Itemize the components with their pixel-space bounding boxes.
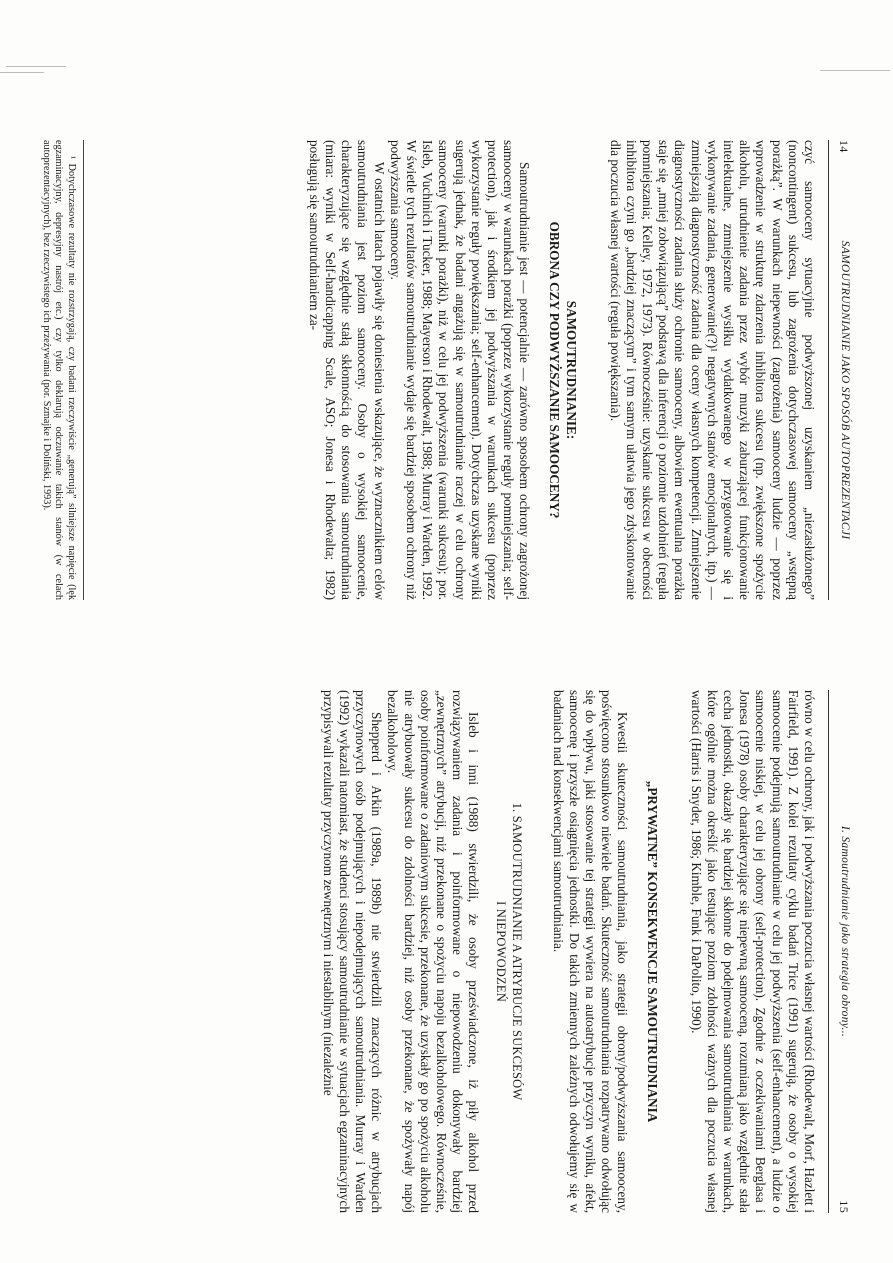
footnotes: [40, 140, 84, 600]
subsection-heading-line: 1. SAMOUTRUDNIANIE A ATRYBUCJE SUKCESÓW: [510, 802, 525, 1101]
section-heading-line: OBRONA CZY PODWYŻSZANIE SAMOOCENY?: [547, 221, 563, 519]
subsection-heading: [493, 690, 525, 1213]
section-heading-line: SAMOUTRUDNIANIE:: [564, 300, 580, 440]
header-rule: [828, 140, 829, 600]
footnote: ¹ Dotychczasowe rezultaty nie rozstrzygają, czy badani rzeczywiście „generują” silniejsze napięcie (lęk egzaminacyjny, depresyjny nastrój etc.) czy tylko deklarują odczuwanie takich stanów (w celach autoprezentacyjnych), bez rzeczywistego ich przeżywania (por. Szmajke i Doliński, 1993).: [41, 140, 77, 600]
running-head: I. Samoutrudnianie jako strategia obrony...: [839, 825, 851, 1038]
paragraph: równo w celu ochrony, jak i podwyższania poczucia własnej wartości (Rhodewalt, Morf, Hazlett i Fairfield, 1991). Z kolei rezultaty cyklu badań Trice (1991) sugerują, że osoby o wysokiej samoocenie podejmują samoutrudnianie w celu jej podwyższenia (self-enhancement), a ludzie o samoocenie niskiej, w celu jej obrony (self-protection). Zgodnie z oczekiwaniami Berglasa i Jonesa (1978) osoby charakteryzujące się niepewną samooceną, rozumianą jako względnie stała cecha jednostki, okazały się bardziej skłonne do podejmowania samoutrudniania w warunkach, które ogólnie można określić jako testujące poziom zdolności ważnych dla poczucia własnej wartości (Harris i Snyder, 1986; Kimble, Funk i DaPolito, 1990).: [688, 690, 817, 1213]
paragraph: Kwestii skuteczności samoutrudniania, jako strategii obrony/podwyższania samooceny, poświęcono stosunkowo niewiele badań. Skuteczność samoutrudniania rozpatrywano odwołując się do wpływu, jaki stosowanie tej strategii wywiera na autoatrybucje przyczyn wyniku, afekt, samoocenę i przyszłe osiągnięcia jednostki. Do takich zmiennych zależnych odwołujemy się w badaniach nad konsekwencjami samoutrudniania.: [550, 690, 631, 1213]
page-number: 15: [837, 1200, 851, 1213]
paragraph: Isleb i inni (1988) stwierdzili, że osoby przeświadczone, iż piły alkohol przed rozwiązywaniem zadania i poinformowane o niepowodzeniu dokonywały bardziej „zewnętrznych” atrybucji, niż przekonane o spożyciu napoju bezalkoholowego. Równocześnie, osoby poinformowane o zadaniowym sukcesie, przekonane, że uzyskały go po spożyciu alkoholu nie atrybuowały sukcesu do zdolności bardziej, niż osoby przekonane, że spożywały napój bezalkoholowy.: [385, 690, 482, 1213]
paragraph: Samoutrudnianie jest — potencjalnie — zarówno sposobem ochrony zagrożonej samooceny w warunkach porażki (poprzez wykorzystanie reguły pomniejszania; self-protection), jak i środkiem jej podwyższania w warunkach sukcesu (poprzez wykorzystanie reguły powiększania; self-enhancement). Dotychczas uzyskane wyniki sugerują jednak, że badani angażują się w samoutrudnianie raczej w celu ochrony samooceny (warunki porażki), niż w celu jej podwyższenia (warunki sukcesu); por. Isleb, Vuchinich i Tucker, 1988; Mayerson i Rhodewalt, 1988; Murray i Warden, 1992. W świetle tych rezultatów samoutrudnianie wydaje się bardziej sposobem ochrony niż podwyższania samooceny.: [387, 140, 533, 600]
page-body: [306, 140, 817, 600]
page-number: 14: [837, 140, 851, 153]
page-15: [0, 650, 893, 1263]
paragraph: Shepperd i Arkin (1989a, 1989b) nie stwierdzili znaczących różnic w atrybucjach przyczynowych osób podejmujących i niepodejmujących samoutrudniania. Murray i Warden (1992) wykazali natomiast, że studenci stosujący samoutrudnianie w sytuacjach egzaminacyjnych przypisywali rezultaty przyczynom zewnętrznym i niestabilnym (niezależnie: [320, 690, 385, 1213]
subsection-heading-line: I NIEPOWODZEŃ: [494, 901, 509, 1002]
paragraph: czyć samooceny sytuacyjnie podwyższonej uzyskaniem „niezasłużonego” (noncontingent) sukcesu, lub zagrożenia dotychczasowej samooceny „wstępną porażką”. W warunkach niepewności (zagrożenia) samooceny ludzie — poprzez wprowadzenie w strukturę zdarzenia inhibitora sukcesu (np. zwiększone spożycie alkoholu, utrudnienie zadania przez wybór muzyki zaburzającej funkcjonowanie intelektualne, zmniejszenie wysiłku wydatkowanego w przygotowanie się i wykonywanie zadania, generowanie(?)¹ negatywnych stanów emocjonalnych, itp.) — zmniejszają diagnostyczność zadania dla oceny własnych kompetencji. Zmniejszenie diagnostyczności zadania służy ochronie samooceny, albowiem ewentualna porażka staje się „mniej zobowiązującą” podstawą dla inferencji o poziomie uzdolnień (reguła pomniejszania; Kelley, 1972, 1973). Równocześnie: uzyskanie sukcesu w obecności inhibitora czyni go „bardziej znaczącym” i tym samym ułatwia jego zdyskontowanie dla poczucia własnej wartości (reguła powiększania).: [607, 140, 817, 600]
page-body: [319, 690, 817, 1213]
running-head: SAMOUTRUDNIANIE JAKO SPOSÓB AUTOPREZENTACJI: [839, 240, 851, 540]
header-rule: [828, 690, 829, 1213]
section-heading: [546, 140, 580, 600]
section-heading: „PRYWATNE” KONSEKWENCJE SAMOUTRUDNIANIA: [645, 780, 661, 1123]
paragraph: W ostatnich latach pojawiły się doniesienia wskazujące, że wyznacznikiem celów samoutrudniania jest poziom samooceny. Osoby o wysokiej samoocenie, charakteryzujące się względnie stałą skłonnością do stosowania samoutrudniania (miara: wyniki w Self-handicapping Scale, ASO; Jonesa i Rhodewalta; 1982) posługują się samoutrudnianiem za-: [306, 140, 387, 600]
